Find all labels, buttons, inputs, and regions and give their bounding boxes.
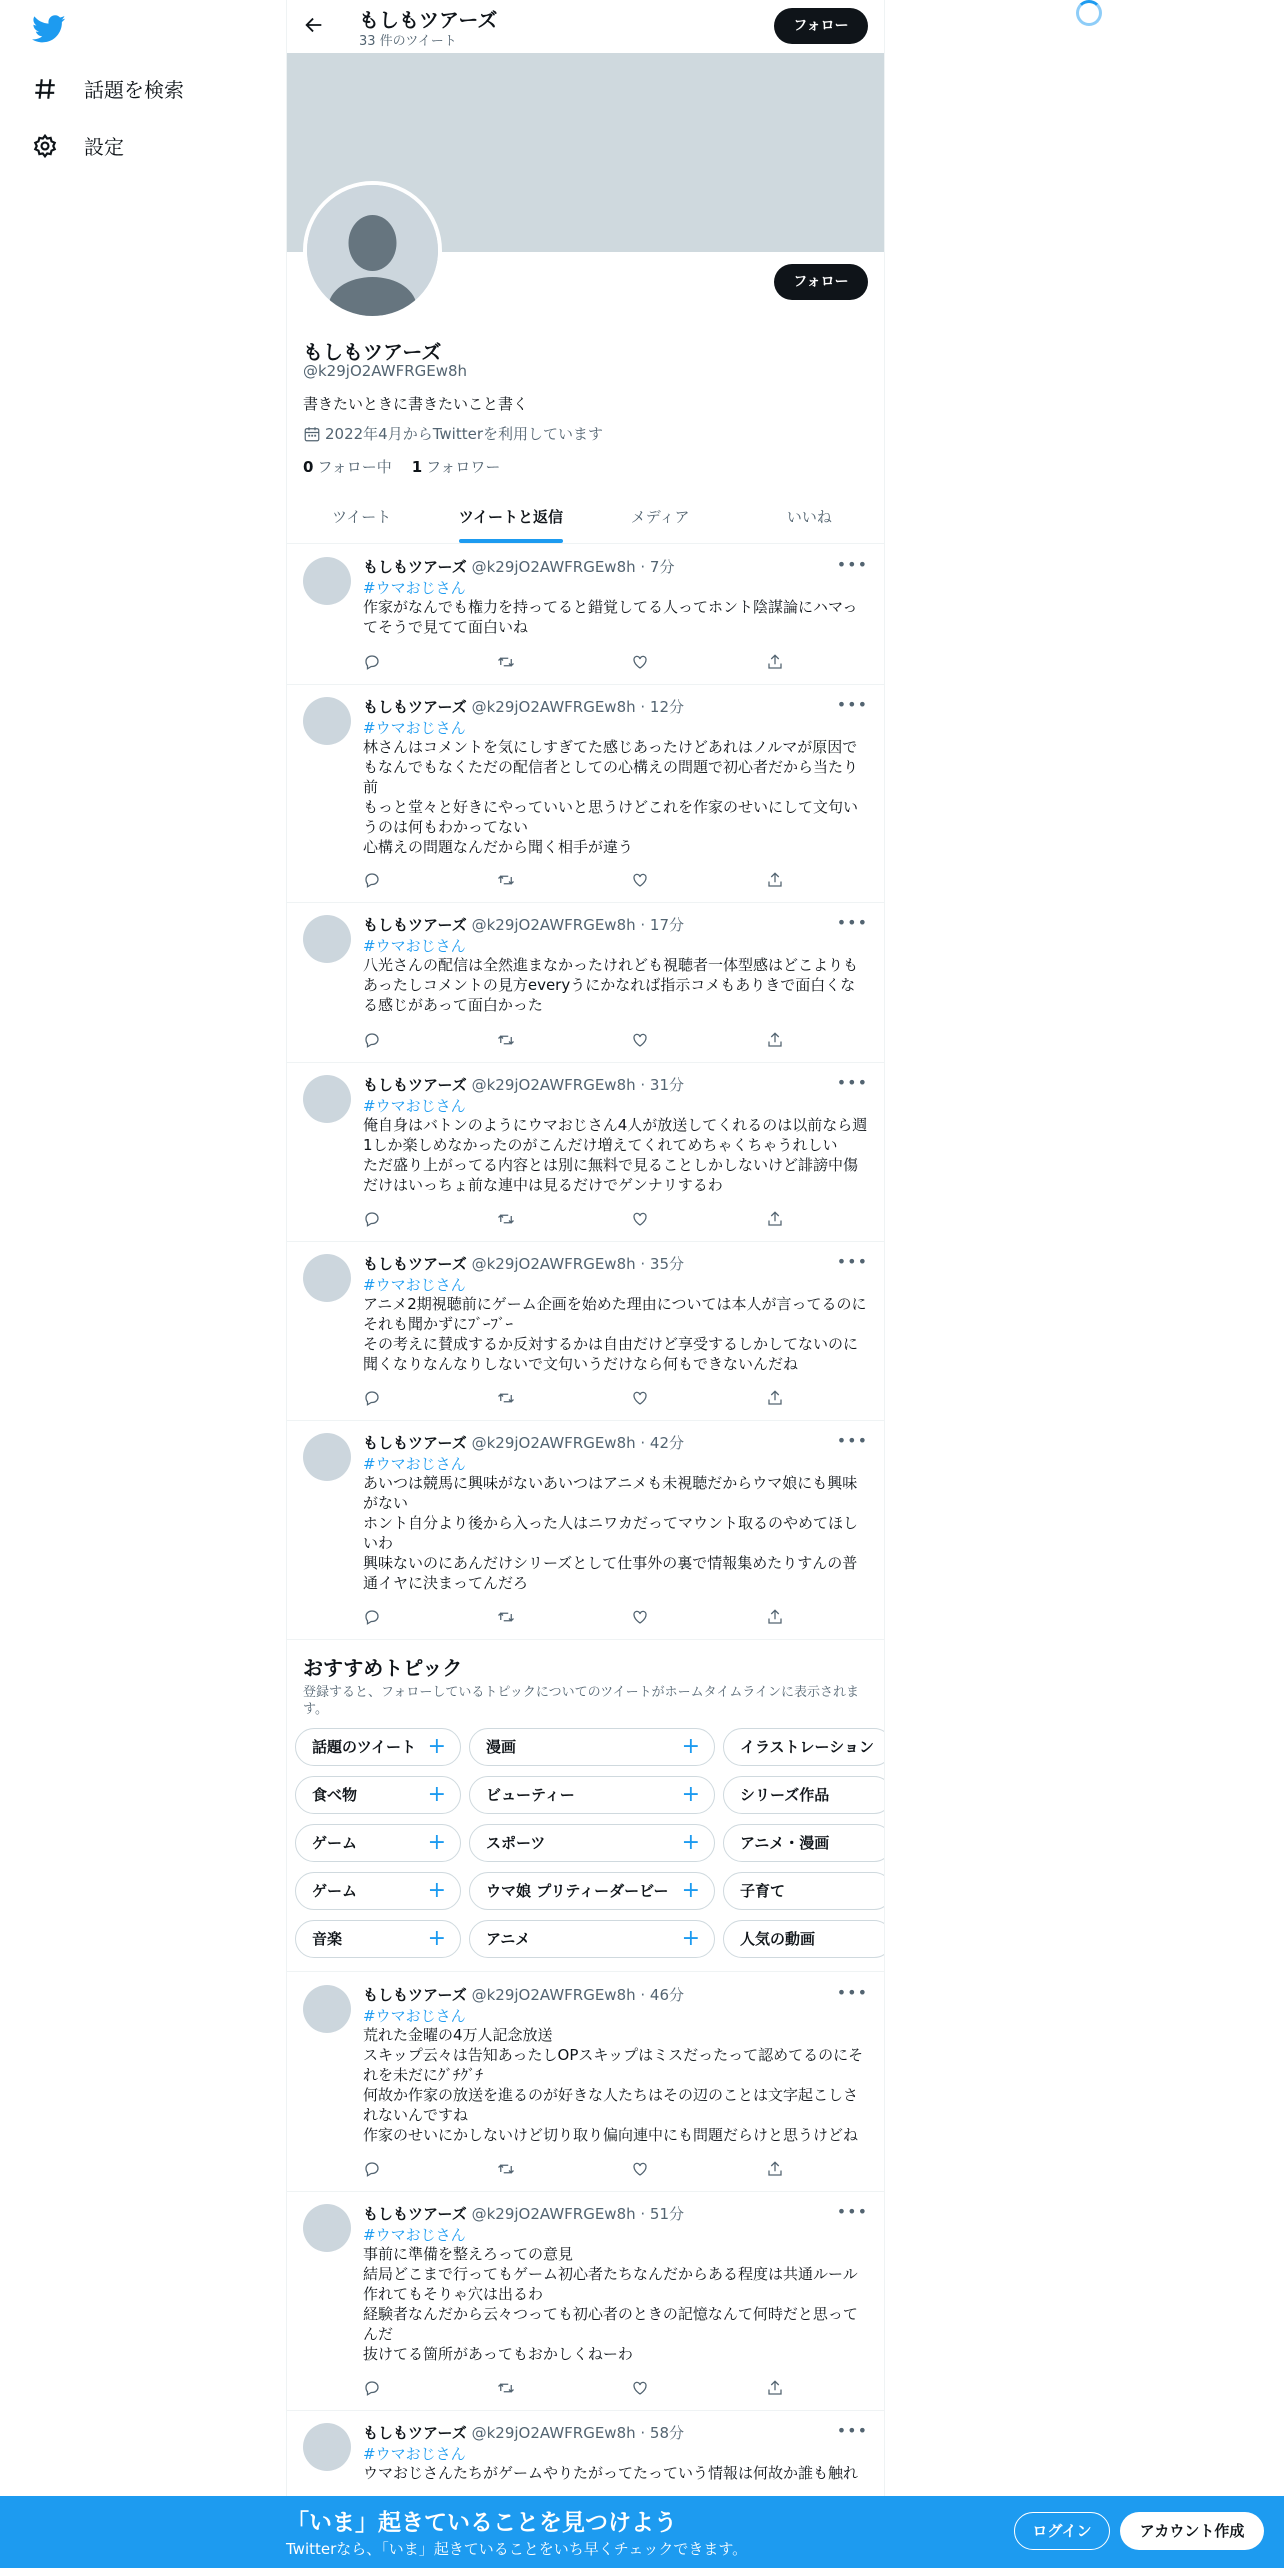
more-icon[interactable]: ••• <box>836 2421 868 2440</box>
profile-joined <box>303 423 603 444</box>
sidebar-item-settings[interactable] <box>32 131 124 160</box>
tweet-author[interactable]: もしもツアーズ <box>363 916 467 934</box>
hashtag-link[interactable]: #ウマおじさん <box>363 2445 466 2463</box>
tweet-actions <box>363 2379 783 2401</box>
active-tab-indicator <box>459 539 563 543</box>
tweet[interactable] <box>287 1973 884 2192</box>
sidebar-item-label: 話題を検索 <box>84 78 184 102</box>
tweet-actions <box>363 1031 783 1053</box>
more-icon[interactable]: ••• <box>836 1983 868 2002</box>
profile-header <box>287 0 884 53</box>
tweet-meta: @k29jO2AWFRGEw8h · 7分 <box>471 558 675 576</box>
tweet-author[interactable]: もしもツアーズ <box>363 1255 467 1273</box>
retweet-icon[interactable] <box>497 2379 517 2399</box>
plus-icon: + <box>427 1734 446 1759</box>
hashtag-link[interactable]: #ウマおじさん <box>363 579 466 597</box>
tweet-header <box>363 2422 684 2443</box>
tweet-count: 33 件のツイート <box>359 34 457 49</box>
joined-text: 2022年4月からTwitterを利用しています <box>325 425 603 443</box>
hashtag-link[interactable]: #ウマおじさん <box>363 1276 466 1294</box>
profile-tabs <box>287 491 884 544</box>
topic-label: 食べ物 <box>312 1786 358 1804</box>
topic-chip[interactable] <box>723 1872 884 1910</box>
profile-avatar[interactable] <box>303 181 442 320</box>
plus-icon: + <box>427 1782 446 1807</box>
header-follow-button[interactable]: フォロー <box>774 8 868 44</box>
tweet-text: 荒れた金曜の4万人記念放送 スキップ云々は告知あったしOPスキップはミスだったって認めてるのにそれを未だにｸﾞﾁｸﾞﾁ 何故か作家の放送を進るのが好きな人たちはその辺のことは文字起こしされないんですね 作家のせいにかしないけど切り取り偏向連中にも問題だらけと思うけどね <box>363 2026 864 2144</box>
topic-chip[interactable] <box>723 1824 884 1862</box>
signup-banner-subtitle: Twitterなら、「いま」起きていることをいち早くチェックできます。 <box>286 2540 748 2558</box>
signup-banner <box>0 2496 1284 2568</box>
topic-chip[interactable] <box>295 1920 461 1958</box>
tweet-meta: @k29jO2AWFRGEw8h · 17分 <box>471 916 685 934</box>
like-icon[interactable] <box>631 1210 651 1230</box>
following-link[interactable]: 0 フォロー中 <box>303 458 392 476</box>
plus-icon: + <box>681 1878 700 1903</box>
reply-icon[interactable] <box>363 1608 383 1628</box>
like-icon[interactable] <box>631 653 651 673</box>
topic-label: ビューティー <box>486 1786 575 1804</box>
tweet[interactable] <box>287 1242 884 1421</box>
tweet-text: アニメ2期視聴前にゲーム企画を始めた理由については本人が言ってるのにそれも聞かずにﾌﾞｰﾌﾞｰ その考えに賛成するか反対するかは自由だけど享受するしかしてないのに聞くなりなんなりしないで文句いうだけなら何もできないんだね <box>363 1295 867 1373</box>
share-icon[interactable] <box>766 653 786 673</box>
profile-handle: @k29jO2AWFRGEw8h <box>303 362 468 380</box>
topic-chip[interactable] <box>469 1920 715 1958</box>
topic-chip[interactable] <box>295 1776 461 1814</box>
plus-icon: + <box>681 1782 700 1807</box>
share-icon[interactable] <box>766 1389 786 1409</box>
retweet-icon[interactable] <box>497 653 517 673</box>
topics-title: おすすめトピック <box>303 1656 463 1680</box>
hashtag-link[interactable]: #ウマおじさん <box>363 2007 466 2025</box>
topic-label: スポーツ <box>486 1834 546 1852</box>
tweet-text: あいつは競馬に興味がないあいつはアニメも未視聴だからウマ娘にも興味がない ホント自分より後から入った人はニワカだってマウント取るのやめてほしいわ 興味ないのにあんだけシリーズとして仕事外の裏で情報集めたりすんの普通イヤに決まってんだろ <box>363 1474 859 1592</box>
hashtag-link[interactable]: #ウマおじさん <box>363 719 466 737</box>
topic-chip[interactable] <box>723 1776 884 1814</box>
tab-media[interactable]: メディア <box>630 508 690 526</box>
tweet-text: 俺自身はバトンのようにウマおじさん4人が放送してくれるのは以前なら週1しか楽しめなかったのがこんだけ増えてくれてめちゃくちゃうれしい ただ盛り上がってる内容とは別に無料で見ることしかしないけど誹謗中傷だけはいっちょ前な連中は見るだけでゲンナリするわ <box>363 1116 868 1194</box>
more-icon[interactable]: ••• <box>836 2202 868 2221</box>
plus-icon: + <box>427 1926 446 1951</box>
tweet-text: 作家がなんでも権力を持ってると錯覚してる人ってホント陰謀論にハマってそうで見てて面白いね <box>363 598 858 636</box>
tweet-author[interactable]: もしもツアーズ <box>363 1986 467 2004</box>
tweet-author[interactable]: もしもツアーズ <box>363 2424 467 2442</box>
topic-label: アニメ <box>486 1930 531 1948</box>
topic-chip[interactable] <box>295 1824 461 1862</box>
share-icon[interactable] <box>766 871 786 891</box>
reply-icon[interactable] <box>363 1031 383 1051</box>
tweet-meta: @k29jO2AWFRGEw8h · 35分 <box>471 1255 685 1273</box>
avatar[interactable] <box>303 557 351 605</box>
tweet-text: 八光さんの配信は全然進まなかったけれども視聴者一体型感はどこよりもあったしコメントの見方everyうにかなれば指示コメもありきで面白くなる感じがあって面白かった <box>363 956 859 1014</box>
reply-icon[interactable] <box>363 1389 383 1409</box>
share-icon[interactable] <box>766 2379 786 2399</box>
signup-button[interactable]: アカウント作成 <box>1120 2512 1264 2550</box>
hashtag-link[interactable]: #ウマおじさん <box>363 1097 466 1115</box>
tweet-actions <box>363 1389 783 1411</box>
tweet-header <box>363 1074 684 1095</box>
tweet-header <box>363 914 684 935</box>
tweet[interactable] <box>287 903 884 1063</box>
topic-label: 漫画 <box>486 1738 517 1756</box>
topic-label: ゲーム <box>312 1882 358 1900</box>
tweet-meta: @k29jO2AWFRGEw8h · 58分 <box>471 2424 685 2442</box>
back-arrow-icon[interactable] <box>303 14 325 36</box>
tweet-header <box>363 1432 684 1453</box>
topic-label: 子育て <box>740 1882 786 1900</box>
tweet-meta: @k29jO2AWFRGEw8h · 42分 <box>471 1434 685 1452</box>
tweet-text: 事前に準備を整えろっての意見 結局どこまで行ってもゲーム初心者たちなんだからある程度は共通ルール作れてもそりゃ穴は出るわ 経験者なんだから云々つっても初心者のときの記憶なんて何時だと思ってんだ 抜けてる箇所があってもおかしくねーわ <box>363 2245 858 2363</box>
topic-label: イラストレーション <box>740 1738 874 1756</box>
hashtag-link[interactable]: #ウマおじさん <box>363 1455 466 1473</box>
more-icon[interactable]: ••• <box>836 695 868 714</box>
like-icon[interactable] <box>631 1389 651 1409</box>
tweet-header <box>363 2203 684 2224</box>
tweet-meta: @k29jO2AWFRGEw8h · 46分 <box>471 1986 685 2004</box>
plus-icon: + <box>681 1734 700 1759</box>
avatar[interactable] <box>303 2204 351 2252</box>
share-icon[interactable] <box>766 1031 786 1051</box>
topic-label: ウマ娘 プリティーダービー <box>486 1882 669 1900</box>
avatar[interactable] <box>303 697 351 745</box>
tweet[interactable] <box>287 685 884 903</box>
tweet-author[interactable]: もしもツアーズ <box>363 558 467 576</box>
topic-row <box>295 1824 884 1862</box>
retweet-icon[interactable] <box>497 871 517 891</box>
tweet-author[interactable]: もしもツアーズ <box>363 698 467 716</box>
plus-icon: + <box>681 1830 700 1855</box>
plus-icon: + <box>427 1878 446 1903</box>
reply-icon[interactable] <box>363 2160 383 2180</box>
default-avatar-icon <box>307 185 438 316</box>
topic-label: 音楽 <box>312 1930 343 1948</box>
topic-row <box>295 1728 884 1766</box>
share-icon[interactable] <box>766 2160 786 2180</box>
topics-subtitle: 登録すると、フォローしているトピックについてのツイートがホームタイムラインに表示されます。 <box>303 1685 860 1717</box>
profile-name: もしもツアーズ <box>303 340 442 364</box>
profile-column <box>286 0 885 2568</box>
tweet-meta: @k29jO2AWFRGEw8h · 31分 <box>471 1076 685 1094</box>
tweet-author[interactable]: もしもツアーズ <box>363 1076 467 1094</box>
more-icon[interactable]: ••• <box>836 1073 868 1092</box>
topic-chip[interactable] <box>723 1920 884 1958</box>
reply-icon[interactable] <box>363 2379 383 2399</box>
topic-chip[interactable] <box>723 1728 884 1766</box>
profile-bio: 書きたいときに書きたいこと書く <box>303 395 529 413</box>
avatar[interactable] <box>303 915 351 963</box>
reply-icon[interactable] <box>363 653 383 673</box>
profile-follow-button[interactable]: フォロー <box>774 264 868 300</box>
tweet-header <box>363 696 684 717</box>
tweet-author[interactable]: もしもツアーズ <box>363 1434 467 1452</box>
topic-chip[interactable] <box>295 1872 461 1910</box>
tweet-text: ウマおじさんたちがゲームやりたがってたっていう情報は何故か誰も触れ <box>363 2464 859 2482</box>
gear-icon <box>32 133 58 159</box>
tweet[interactable] <box>287 2192 884 2411</box>
topic-row <box>295 1872 884 1910</box>
tweet-header <box>363 1984 684 2005</box>
retweet-icon[interactable] <box>497 1031 517 1051</box>
tweet-actions <box>363 2160 783 2182</box>
avatar[interactable] <box>303 1433 351 1481</box>
avatar[interactable] <box>303 2423 351 2471</box>
more-icon[interactable]: ••• <box>836 1252 868 1271</box>
topic-label: シリーズ作品 <box>740 1786 830 1804</box>
retweet-icon[interactable] <box>497 1608 517 1628</box>
more-icon[interactable]: ••• <box>836 555 868 574</box>
hashtag-link[interactable]: #ウマおじさん <box>363 937 466 955</box>
avatar[interactable] <box>303 1985 351 2033</box>
topic-row <box>295 1920 884 1958</box>
plus-icon: + <box>681 1926 700 1951</box>
twitter-logo-icon[interactable] <box>32 12 66 46</box>
follow-stats <box>303 456 500 477</box>
tab-tweets[interactable]: ツイート <box>331 508 392 526</box>
tweet-author[interactable]: もしもツアーズ <box>363 2205 467 2223</box>
avatar[interactable] <box>303 1075 351 1123</box>
hashtag-link[interactable]: #ウマおじさん <box>363 2226 466 2244</box>
retweet-icon[interactable] <box>497 1389 517 1409</box>
topic-label: 話題のツイート <box>312 1738 416 1756</box>
recommended-topics <box>287 1640 884 1972</box>
share-icon[interactable] <box>766 1210 786 1230</box>
topic-label: 人気の動画 <box>740 1930 816 1948</box>
share-icon[interactable] <box>766 1608 786 1628</box>
topic-chip[interactable] <box>469 1872 715 1910</box>
tweet-actions <box>363 653 783 675</box>
login-button[interactable]: ログイン <box>1014 2512 1110 2550</box>
tweet[interactable] <box>287 1063 884 1242</box>
tab-likes[interactable]: いいね <box>786 508 832 526</box>
tweet-text: 林さんはコメントを気にしすぎてた感じあったけどあれはノルマが原因でもなんでもなくただの配信者としての心構えの問題で初心者だから当たり前 もっと堂々と好きにやっていいと思うけどこれを作家のせいにして文句いうのは何もわかってない 心構えの問題なんだから聞く相手が違う <box>363 738 859 856</box>
loading-spinner-icon <box>1076 0 1102 26</box>
topic-chip[interactable] <box>469 1824 715 1862</box>
reply-icon[interactable] <box>363 871 383 891</box>
like-icon[interactable] <box>631 1608 651 1628</box>
topic-chip[interactable] <box>469 1728 715 1766</box>
topic-row <box>295 1776 884 1814</box>
more-icon[interactable]: ••• <box>836 913 868 932</box>
tweet-actions <box>363 1210 783 1232</box>
tweet-header <box>363 1253 684 1274</box>
tweet-actions <box>363 871 783 893</box>
tweet[interactable] <box>287 1421 884 1640</box>
signup-banner-title: 「いま」起きていることを見つけよう <box>286 2510 677 2536</box>
plus-icon: + <box>427 1830 446 1855</box>
sidebar-item-label: 設定 <box>84 135 124 159</box>
topic-chip[interactable] <box>295 1728 461 1766</box>
like-icon[interactable] <box>631 2379 651 2399</box>
like-icon[interactable] <box>631 871 651 891</box>
tweet-header <box>363 556 674 577</box>
header-name: もしもツアーズ <box>359 8 498 32</box>
like-icon[interactable] <box>631 1031 651 1051</box>
hashtag-icon <box>32 76 58 102</box>
retweet-icon[interactable] <box>497 1210 517 1230</box>
calendar-icon <box>303 425 321 443</box>
reply-icon[interactable] <box>363 1210 383 1230</box>
followers-link[interactable]: 1 フォロワー <box>411 458 501 476</box>
tweet-actions <box>363 1608 783 1630</box>
tweet-meta: @k29jO2AWFRGEw8h · 12分 <box>471 698 685 716</box>
more-icon[interactable]: ••• <box>836 1431 868 1450</box>
avatar[interactable] <box>303 1254 351 1302</box>
retweet-icon[interactable] <box>497 2160 517 2180</box>
tab-tweets-replies[interactable]: ツイートと返信 <box>436 491 585 543</box>
like-icon[interactable] <box>631 2160 651 2180</box>
topic-label: アニメ・漫画 <box>740 1834 830 1852</box>
sidebar-item-explore[interactable] <box>32 74 184 103</box>
topic-chip[interactable] <box>469 1776 715 1814</box>
topic-label: ゲーム <box>312 1834 358 1852</box>
tweet-meta: @k29jO2AWFRGEw8h · 51分 <box>471 2205 685 2223</box>
tweet[interactable] <box>287 545 884 685</box>
